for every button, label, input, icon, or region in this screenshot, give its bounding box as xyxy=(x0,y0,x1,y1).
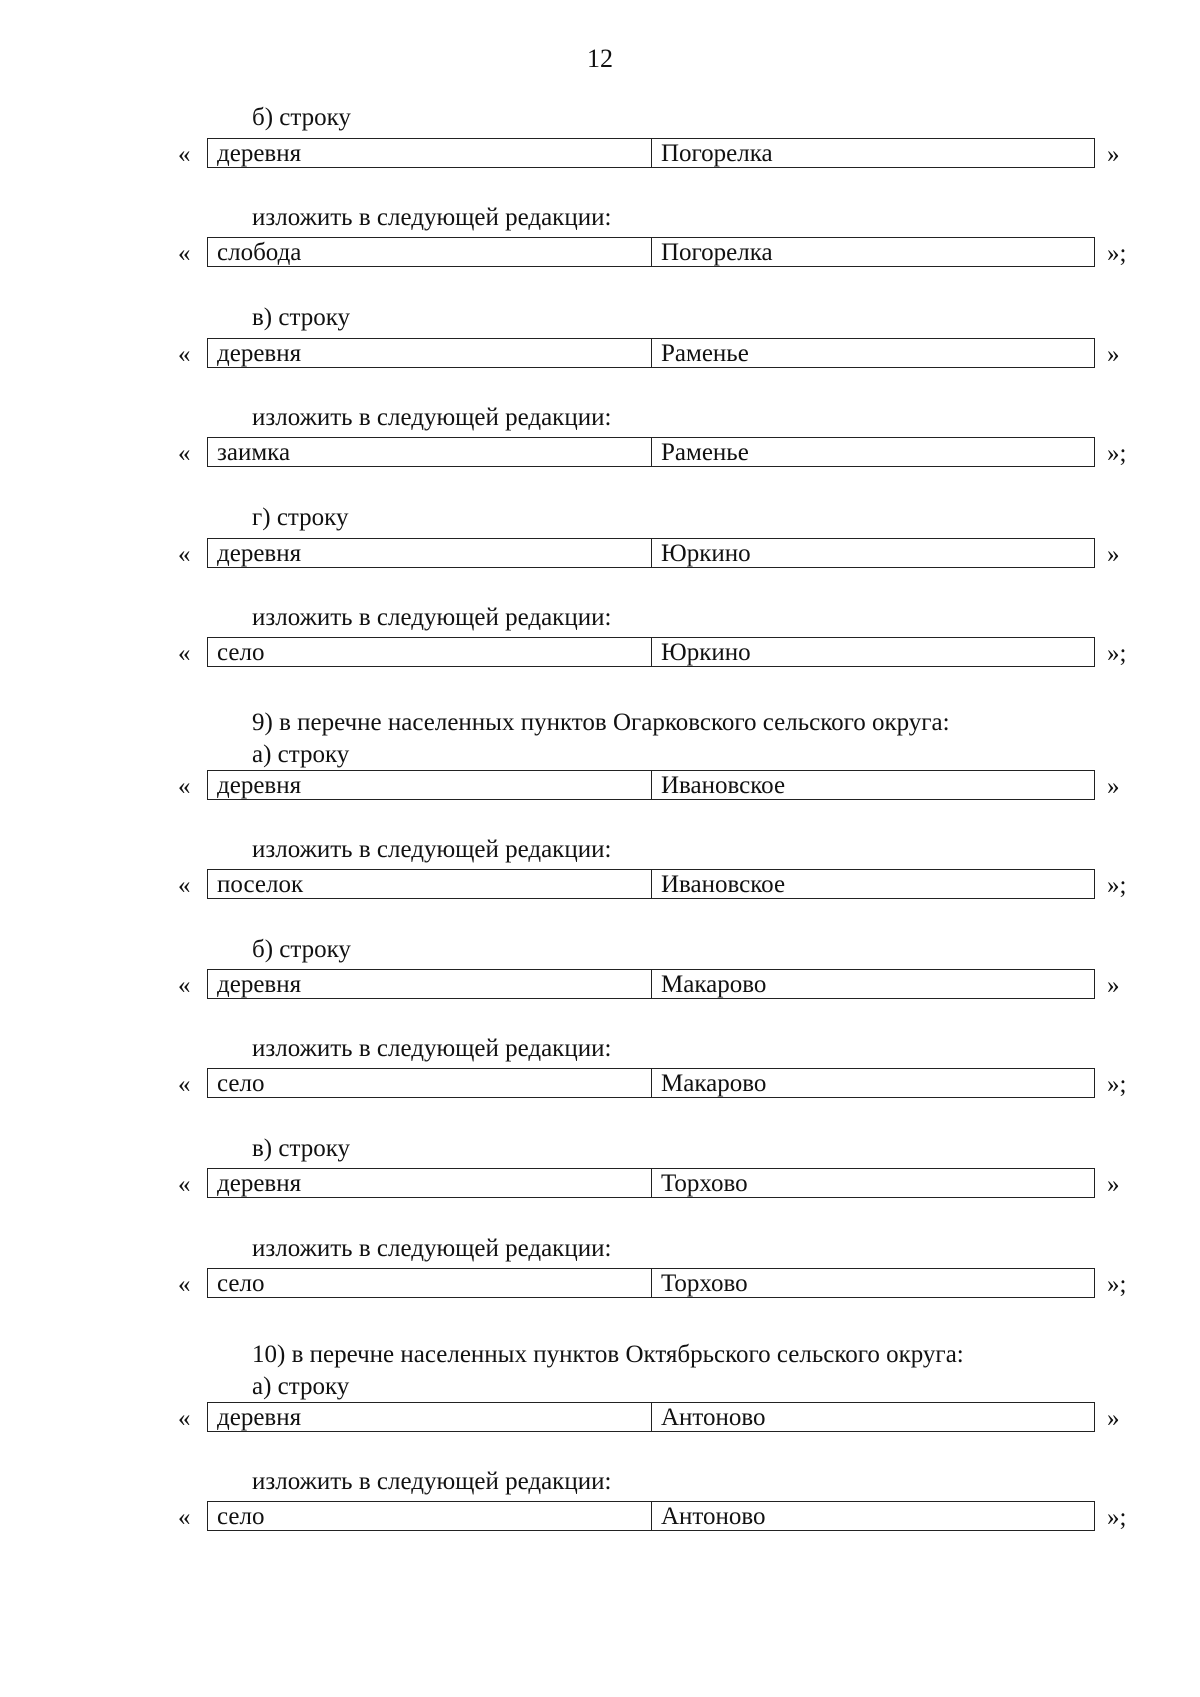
open-quote: « xyxy=(178,341,191,368)
settlement-type-cell: деревня xyxy=(208,771,652,799)
settlement-name-cell: Макарово xyxy=(661,970,767,998)
close-quote: » xyxy=(1107,1405,1120,1432)
settlement-type-cell: поселок xyxy=(208,870,652,898)
instruction-text: изложить в следующей редакции: xyxy=(252,604,612,631)
settlement-name-cell: Раменье xyxy=(661,438,749,466)
close-quote: »; xyxy=(1107,1071,1127,1098)
settlement-type-cell: деревня xyxy=(208,539,652,567)
settlement-type-cell: село xyxy=(208,1502,652,1530)
open-quote: « xyxy=(178,773,191,800)
open-quote: « xyxy=(178,1071,191,1098)
instruction-text: изложить в следующей редакции: xyxy=(252,836,612,863)
settlement-table xyxy=(207,1402,1095,1432)
settlement-table xyxy=(207,637,1095,667)
settlement-table xyxy=(207,1168,1095,1198)
settlement-name-cell: Погорелка xyxy=(661,139,773,167)
settlement-type-cell: слобода xyxy=(208,238,652,266)
close-quote: » xyxy=(1107,341,1120,368)
settlement-table xyxy=(207,538,1095,568)
settlement-type-cell: село xyxy=(208,638,652,666)
close-quote: »; xyxy=(1107,240,1127,267)
settlement-name-cell: Макарово xyxy=(661,1069,767,1097)
section-heading: в) строку xyxy=(252,304,350,331)
open-quote: « xyxy=(178,640,191,667)
section-heading: в) строку xyxy=(252,1135,350,1162)
paragraph-intro: 10) в перечне населенных пунктов Октябрьского сельского округа: xyxy=(252,1341,964,1368)
close-quote: »; xyxy=(1107,440,1127,467)
section-heading: б) строку xyxy=(252,104,351,131)
open-quote: « xyxy=(178,1405,191,1432)
instruction-text: изложить в следующей редакции: xyxy=(252,1035,612,1062)
settlement-table xyxy=(207,1068,1095,1098)
close-quote: » xyxy=(1107,1171,1120,1198)
close-quote: » xyxy=(1107,541,1120,568)
open-quote: « xyxy=(178,541,191,568)
settlement-type-cell: село xyxy=(208,1069,652,1097)
settlement-table xyxy=(207,1268,1095,1298)
settlement-table xyxy=(207,1501,1095,1531)
settlement-type-cell: деревня xyxy=(208,970,652,998)
page-number: 12 xyxy=(587,44,613,73)
settlement-table xyxy=(207,969,1095,999)
settlement-type-cell: село xyxy=(208,1269,652,1297)
close-quote: »; xyxy=(1107,1504,1127,1531)
open-quote: « xyxy=(178,1504,191,1531)
instruction-text: изложить в следующей редакции: xyxy=(252,1468,612,1495)
instruction-text: изложить в следующей редакции: xyxy=(252,204,612,231)
instruction-text: изложить в следующей редакции: xyxy=(252,404,612,431)
settlement-name-cell: Антоново xyxy=(661,1403,766,1431)
close-quote: » xyxy=(1107,773,1120,800)
settlement-type-cell: деревня xyxy=(208,339,652,367)
settlement-type-cell: деревня xyxy=(208,1403,652,1431)
close-quote: » xyxy=(1107,141,1120,168)
settlement-name-cell: Погорелка xyxy=(661,238,773,266)
settlement-table xyxy=(207,237,1095,267)
close-quote: »; xyxy=(1107,1271,1127,1298)
open-quote: « xyxy=(178,972,191,999)
close-quote: » xyxy=(1107,972,1120,999)
settlement-name-cell: Юркино xyxy=(661,638,751,666)
settlement-table xyxy=(207,138,1095,168)
settlement-type-cell: заимка xyxy=(208,438,652,466)
section-heading: а) строку xyxy=(252,1373,350,1400)
settlement-name-cell: Ивановское xyxy=(661,771,786,799)
settlement-table xyxy=(207,770,1095,800)
settlement-name-cell: Раменье xyxy=(661,339,749,367)
settlement-table xyxy=(207,338,1095,368)
close-quote: »; xyxy=(1107,872,1127,899)
settlement-name-cell: Юркино xyxy=(661,539,751,567)
settlement-type-cell: деревня xyxy=(208,139,652,167)
open-quote: « xyxy=(178,872,191,899)
open-quote: « xyxy=(178,440,191,467)
instruction-text: изложить в следующей редакции: xyxy=(252,1235,612,1262)
open-quote: « xyxy=(178,240,191,267)
settlement-name-cell: Ивановское xyxy=(661,870,786,898)
settlement-name-cell: Торхово xyxy=(661,1169,748,1197)
close-quote: »; xyxy=(1107,640,1127,667)
section-heading: г) строку xyxy=(252,504,349,531)
settlement-type-cell: деревня xyxy=(208,1169,652,1197)
open-quote: « xyxy=(178,1271,191,1298)
open-quote: « xyxy=(178,141,191,168)
settlement-table xyxy=(207,869,1095,899)
section-heading: а) строку xyxy=(252,741,350,768)
settlement-name-cell: Торхово xyxy=(661,1269,748,1297)
paragraph-intro: 9) в перечне населенных пунктов Огарковского сельского округа: xyxy=(252,709,950,736)
settlement-table xyxy=(207,437,1095,467)
settlement-name-cell: Антоново xyxy=(661,1502,766,1530)
section-heading: б) строку xyxy=(252,936,351,963)
open-quote: « xyxy=(178,1171,191,1198)
